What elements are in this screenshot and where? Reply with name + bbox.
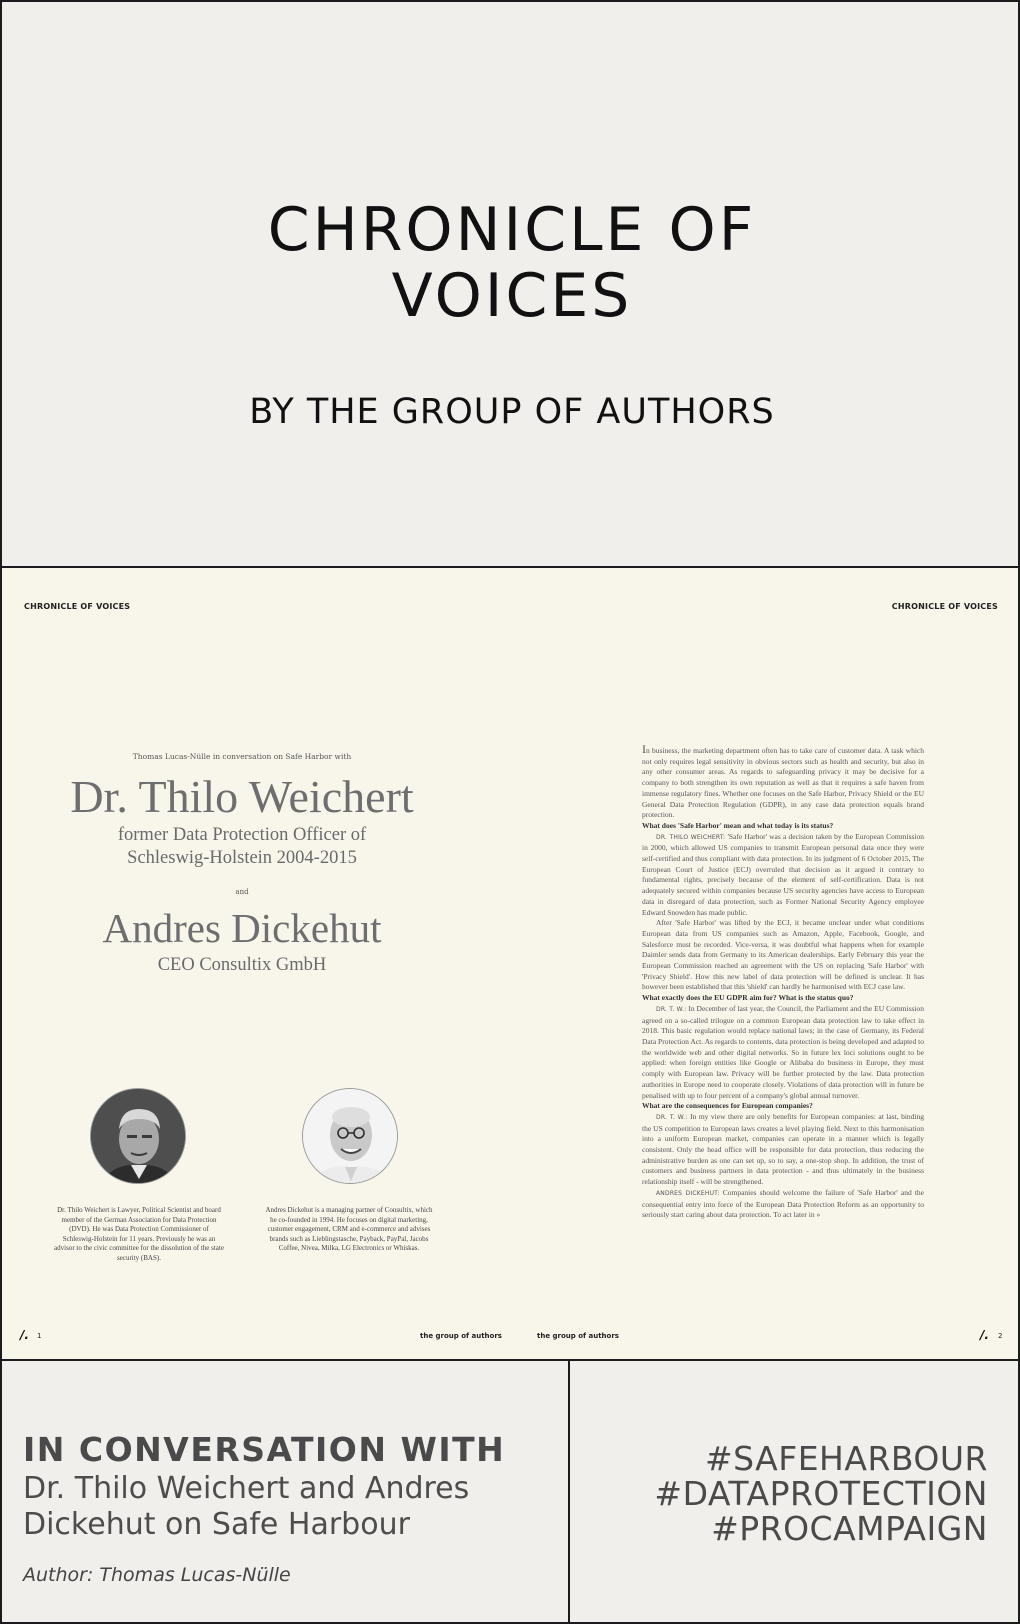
interview-article xyxy=(642,744,924,1221)
person1-role xyxy=(42,824,442,870)
cover-title xyxy=(2,197,1020,329)
article-question-3: What are the consequences for European companies? xyxy=(642,1101,813,1111)
conversation-subtitle: Dr. Thilo Weichert and Andres Dickehut on Safe Harbour xyxy=(23,1471,470,1542)
article-answer-1 xyxy=(642,832,924,919)
article-speaker: ANDRES DICKEHUT: xyxy=(656,1189,720,1197)
hashtag-list xyxy=(654,1441,988,1546)
running-head-right: CHRONICLE OF VOICES xyxy=(891,602,998,611)
person2-bio: Andres Dickehut is a managing partner of Consultix, which he co-founded in 1994. He focuses on digital marketing, customer engagement, CRM and e-commerce and advises brands such as Lieblingstasche, Payback, PayPal, Jacobs Coffee, Nivea, Milka, LG Electronics or Whiskas. xyxy=(265,1206,433,1253)
hashtag: #SAFEHARBOUR xyxy=(704,1439,988,1478)
running-head-left: CHRONICLE OF VOICES xyxy=(24,602,131,611)
magazine-spread xyxy=(0,566,1020,1361)
article-answer-text: 'Safe Harbor' was a decision taken by the European Commission in 2000, which allowed US companies to transmit European personal data once they were self-certified and thus compliant with data protection. In its judgment of 6 October 2015, The European Court of Justice (ECJ) overruled that decision as it argued it contrary to fundamental rights, precisely because of the element of self-certification. Data is not adequately secured within companies because US security agencies have access to European data in disregard of data protection, such as Former National Security Agency employee Edward Snowden has made public. xyxy=(642,831,925,917)
author-credit: Author: Thomas Lucas-Nülle xyxy=(23,1564,291,1586)
article-intro-paragraph xyxy=(642,744,924,821)
and-word: and xyxy=(235,888,249,896)
page-number-right: 2 xyxy=(998,1332,1003,1340)
article-answer-3 xyxy=(642,1112,924,1188)
article-answer-1b: After 'Safe Harbor' was lifted by the ECJ, it became unclear under what conditions European data from US companies such as Amazon, Apple, Facebook, Google, and Salesforce must be recorded. Vice-versa, it was doubtful what happens when for example Daimler sends data from Germany to its American dealerships. Early February this year the European Commission reached an agreement with the US on replacing 'Safe Harbor' with 'Privacy Shield'. How this new label of data protection will be defined is unclear. It has however been established that this 'shield' can hardly be harmonised with ECJ case law. xyxy=(642,918,924,992)
footer-brand-left: the group of authors xyxy=(420,1332,502,1340)
person1-role-line1: former Data Protection Officer of xyxy=(117,825,367,845)
cover-subtitle: BY THE GROUP OF AUTHORS xyxy=(249,392,775,432)
cover-panel xyxy=(0,0,1020,568)
article-question-2: What exactly does the EU GDPR aim for? What is the status quo? xyxy=(642,993,854,1003)
article-answer-text: In my view there are only benefits for European companies: at last, binding the US competition to European laws creates a level playing field. Next to this harmonisation into a uniform European market, companies can operate in a manner which is legally consistent. Only the head office will be responsible for data protection, thus reducing the administrative burden as one can set up, so to say, a one-stop shop. In addition, the trust of customers and business partners in data protection - and thus ultimately in the business relationship itself - will be strengthened. xyxy=(642,1111,924,1187)
person2-role: CEO Consultix GmbH xyxy=(157,955,327,975)
conversation-info-panel xyxy=(0,1359,570,1624)
article-answer-4 xyxy=(642,1188,924,1221)
hashtag: #PROCAMPAIGN xyxy=(711,1509,988,1548)
hashtags-panel xyxy=(568,1359,1020,1624)
cover-title-line1: CHRONICLE OF xyxy=(267,195,757,265)
article-question-1: What does 'Safe Harbor' mean and what today is its status? xyxy=(642,820,834,830)
conversation-heading: IN CONVERSATION WITH xyxy=(23,1430,506,1469)
article-answer-text: Companies should welcome the failure of 'Safe Harbor' and the consequential entry into force of the European Data Protection Reform as an opportunity to seriously start caring about data protection. To act later in » xyxy=(642,1187,925,1220)
person1-bio: Dr. Thilo Weichert is Lawyer, Political Scientist and board member of the German Association for Data Protection (DVD). He was Data Protection Commissioner of Schleswig-Holstein for 11 years. Previously he was an advisor to the civic committee for the dissolution of the state security (BAS). xyxy=(54,1206,224,1262)
logo-mark-right: /. xyxy=(980,1328,989,1342)
logo-mark-left: /. xyxy=(20,1328,29,1342)
person2-name: Andres Dickehut xyxy=(102,905,382,951)
hashtag: #DATAPROTECTION xyxy=(654,1474,988,1513)
article-speaker: DR. T. W.: xyxy=(656,1113,688,1121)
person1-name: Dr. Thilo Weichert xyxy=(70,771,414,822)
article-intro-text: n business, the marketing department often has to take care of customer data. A task which not only requires legal sensitivity in obvious sectors such as health and security, but also in any other consumer areas. As regards to safeguarding privacy it may be decisive for a company to both strengthen its own reputation as well as that it requires a safe haven from immense regulatory fines. Whether one focuses on the Safe Harbor, Privacy Shield or the EU General Data Protection Regulation (GDPR), in any case data protection equals brand protection. xyxy=(642,746,924,820)
article-answer-text: In December of last year, the Council, the Parliament and the EU Commission agreed on a so-called trilogue on a common European data protection law to take effect in 2018. This basic regulation would replace national laws; in the case of Germany, its Federal Data Protection Act. As regards to contents, data protection is being developed and adapted to the worldwide web and other digital networks. So in future lex loci solutions ought to be applied: when foreign entities like Google or Alibaba do business in Europe, they must comply with European law. Privacy will be further protected by the law. Data protection authorities in Europe need to cooperate closely. Violations of data protection will in future be penalised with up to four percent of a company's global annual turnover. xyxy=(642,1003,924,1100)
article-speaker: DR. T. W.: xyxy=(656,1005,687,1013)
avatar-thilo-weichert xyxy=(90,1088,186,1184)
cover-title-line2: VOICES xyxy=(391,261,633,331)
footer-brand-right: the group of authors xyxy=(537,1332,619,1340)
page-number-left: 1 xyxy=(37,1332,42,1340)
article-speaker: DR. THILO WEICHERT: xyxy=(656,833,726,841)
article-answer-2 xyxy=(642,1004,924,1101)
avatar-andres-dickehut xyxy=(302,1088,398,1184)
person1-role-line2: Schleswig-Holstein 2004-2015 xyxy=(127,848,357,868)
intro-line: Thomas Lucas-Nülle in conversation on Safe Harbor with xyxy=(132,752,352,761)
article-dropcap: I xyxy=(642,742,646,756)
